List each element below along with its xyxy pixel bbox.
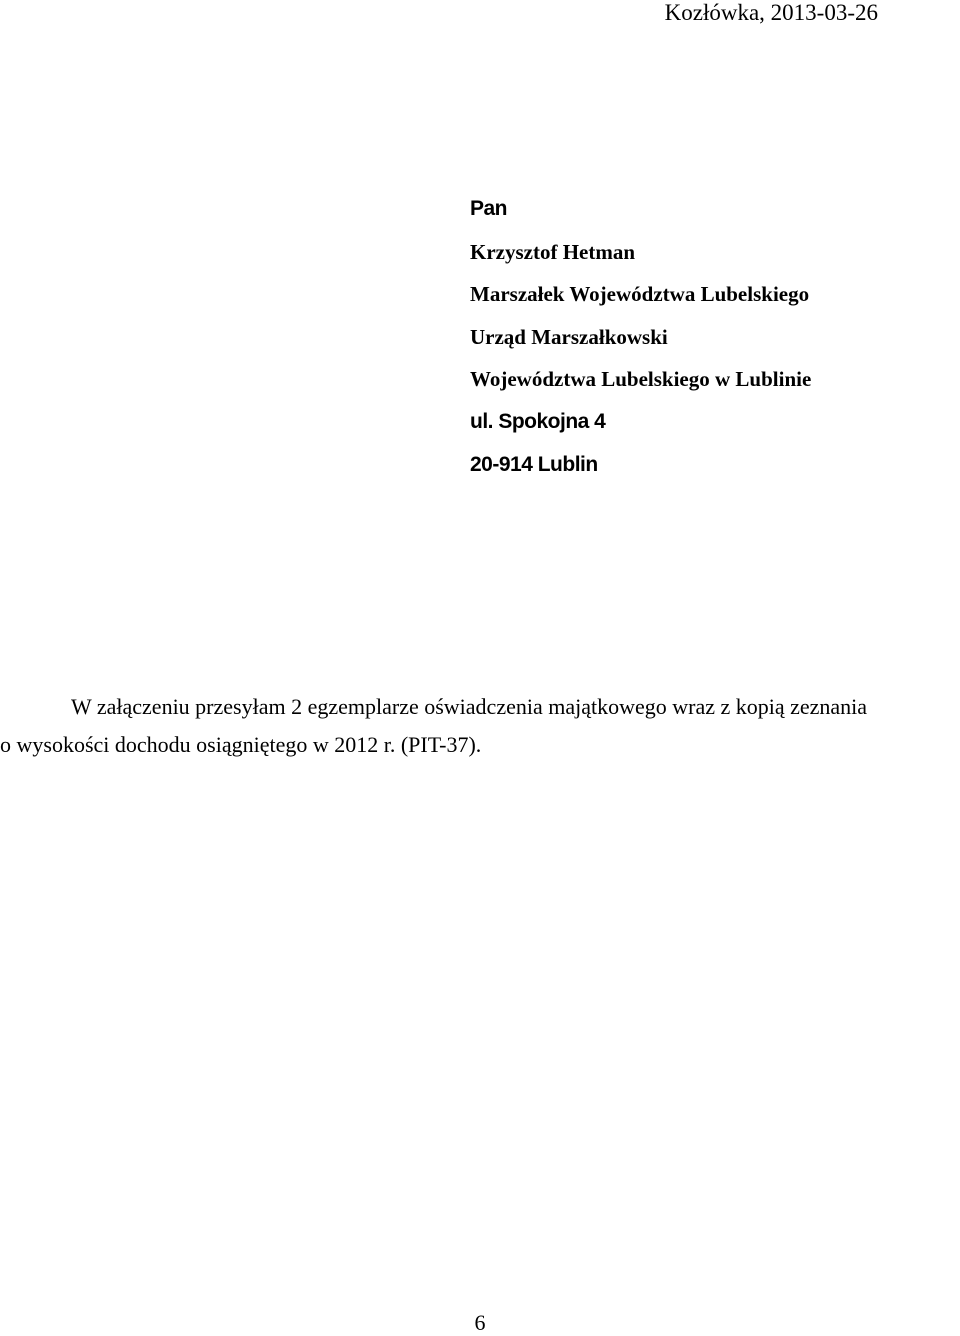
recipient-position: Marszałek Województwa Lubelskiego	[470, 282, 810, 307]
place-date: Kozłówka, 2013-03-26	[664, 0, 878, 25]
recipient-street: ul. Spokojna 4	[470, 409, 606, 433]
letter-body-line-1: W załączeniu przesyłam 2 egzemplarze oświadczenia majątkowego wraz z kopią zeznania	[71, 694, 868, 719]
letter-body-line-2: o wysokości dochodu osiągniętego w 2012 r. (PIT-37).	[0, 732, 482, 757]
recipient-postal-city: 20-914 Lublin	[470, 452, 598, 476]
recipient-name: Krzysztof Hetman	[470, 239, 636, 264]
recipient-address	[470, 194, 811, 492]
letter-body	[0, 688, 960, 764]
recipient-salutation: Pan	[470, 197, 508, 220]
page-number: 6	[474, 1310, 486, 1335]
recipient-office: Urząd Marszałkowski	[470, 324, 668, 349]
recipient-office-location: Województwa Lubelskiego w Lublinie	[470, 367, 812, 392]
